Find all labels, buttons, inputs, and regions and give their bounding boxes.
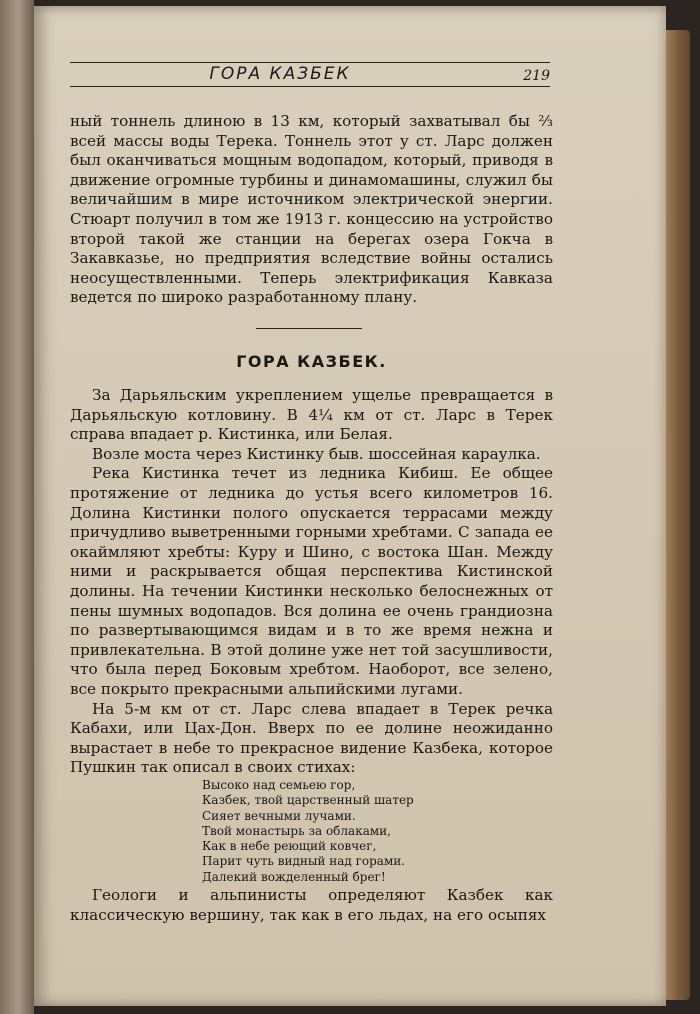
poem-line: Высоко над семьею гор, xyxy=(202,778,356,792)
header-rule-top xyxy=(70,62,550,63)
section-heading: ГОРА КАЗБЕК. xyxy=(236,352,387,371)
opening-paragraph-block xyxy=(70,112,553,308)
section-body xyxy=(70,386,553,778)
header-rule-bottom xyxy=(70,86,550,87)
running-title: ГОРА КАЗБЕК xyxy=(209,64,351,84)
closing-paragraph-block xyxy=(70,886,553,925)
paragraph: За Дарьяльским укреплением ущелье превращается в Дарьяльскую котловину. В 4¼ км от ст. Ларс в Терек справа впадает р. Кистинка, или Белая. xyxy=(70,386,553,444)
paragraph: Возле моста через Кистинку быв. шоссейная караулка. xyxy=(92,444,541,463)
poem-line: Далекий вожделенный брег! xyxy=(202,869,386,884)
paragraph: Река Кистинка течет из ледника Кибиш. Ее общее протяжение от ледника до устья всего километров 16. Долина Кистинки полого опускается террасами между причудливо выветренными горными хребтами. С запада ее окаймляют хребты: Куру и Шино, с востока Шан. Между ними и раскрывается общая перспектива Кистинской долины. На течении Кистинки несколько белоснежных от пены шумных водопадов. Вся долина ее очень грандиозна по развертывающимся видам и в то же время нежна и привлекательна. В этой долине уже нет той засушливости, что была перед Боковым хребтом. Наоборот, все зелено, все покрыто прекрасными альпийскими лугами. xyxy=(70,464,553,698)
poem-line: Твой монастырь за облаками, xyxy=(202,823,391,838)
poem-line: Парит чуть видный над горами. xyxy=(202,854,406,869)
poem-quote xyxy=(202,778,502,885)
page-header xyxy=(70,60,550,90)
left-page-edge xyxy=(0,0,34,1014)
poem-line: Сияет вечными лучами. xyxy=(202,808,356,823)
paragraph: На 5-м км от ст. Ларс слева впадает в Терек речка Кабахи, или Цах-Дон. Вверх по ее долине неожиданно вырастает в небе то прекрасное видение Казбека, которое Пушкин так описал в своих стихах: xyxy=(70,699,553,777)
page-number: 219 xyxy=(523,68,550,84)
paragraph: Геологи и альпинисты определяют Казбек как классическую вершину, так как в его льдах, на его осыпях xyxy=(70,886,553,924)
poem-line: Казбек, твой царственный шатер xyxy=(202,793,414,808)
section-divider xyxy=(256,328,362,329)
paragraph: ный тоннель длиною в 13 км, который захватывал бы ⅔ всей массы воды Терека. Тоннель этот у ст. Ларс должен был оканчиваться мощным водопадом, который, приводя в движение огромные турбины и динамомашины, служил бы величайшим в мире источником электрической энергии. Стюарт получил в том же 1913 г. концессию на устройство второй такой же станции на берегах озера Гокча в Закавказье, но предприятия вследствие войны остались неосуществленными. Теперь электрификация Кавказа ведется по широко разработанному плану. xyxy=(70,112,553,307)
poem-line: Как в небе реющий ковчег, xyxy=(202,839,377,854)
